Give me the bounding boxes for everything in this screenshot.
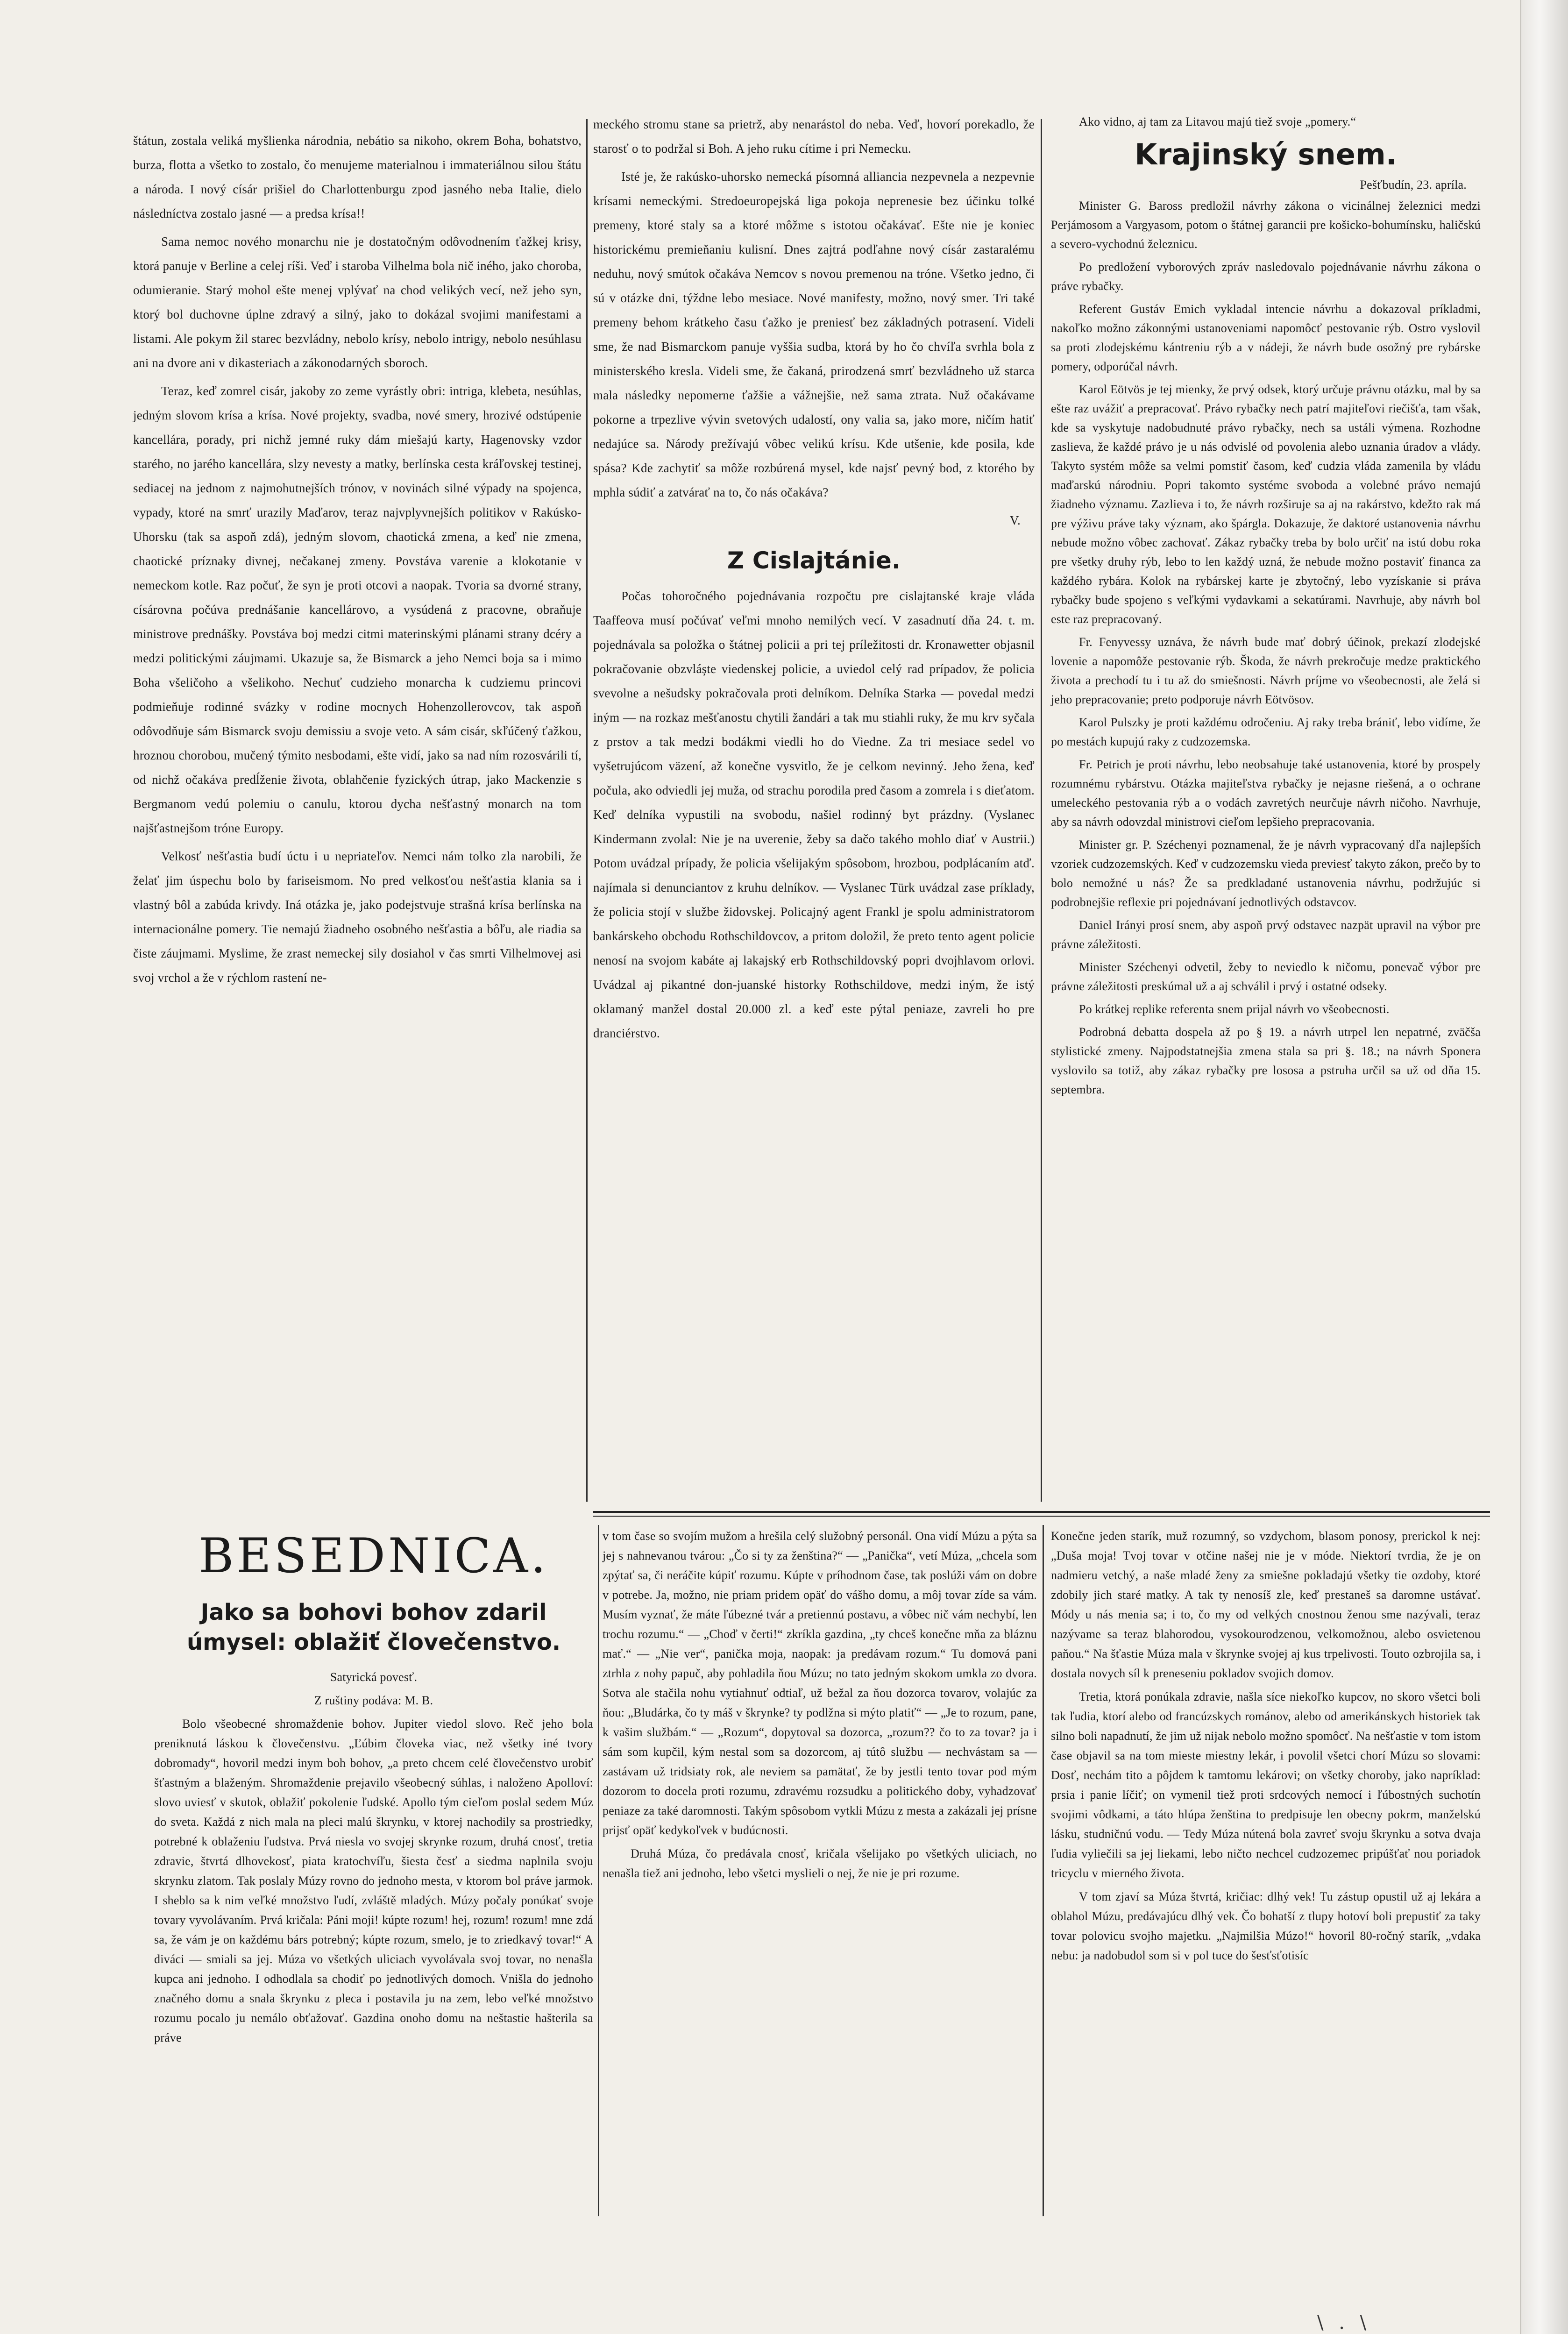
paragraph: Po predložení vyborových zpráv nasledovalo pojednávanie návrhu zákona o práve rybačky. [1051, 260, 1481, 293]
paragraph: Tretia, ktorá ponúkala zdravie, našla síce niekoľko kupcov, no skoro všetci boli tak ľudia, ktorí alebo od francúzskych románov, alebo od amerikánskych historiek tak silno boli napadnutí, že jim už nijak nebolo možno spomôcť. Na nešťastie v tom istom čase objavil sa na tom mieste miestny lekár, i povolil všetci chorí Múzu so slovami: Dosť, nechám tito a pôjdem k tamtomu lekárovi; on všetky choroby, jako napríklad: prsia i panie líčiť; on vymenil tiež proti srdcových nemocí i ľúbostných suchotín svojimi vôdkami, a táto hlúpa ženština to predpisuje len obecny pokrm, manželskú lásku, studničnú vodu. — Tedy Múza nútená bola zavreť svoju škrynku a sotva dvaja ľudia vyliečili sa jej liekami, lebo ničto nechcel cudzozemec pripúšťať nou poriadok tricyclu v mierného života. [1051, 1690, 1481, 1880]
section-divider [593, 1511, 1490, 1513]
paragraph: V tom zjaví sa Múza štvrtá, kričiac: dlhý vek! Tu zástup opustil už aj lekára a oblahol Múzu, predávajúcu dlhý vek. Čo bohatší z tlupy hotoví boli prepustiť za taky tovar polovicu svojho majetku. „Najmilšia Múzo!“ hovoril 80-ročný starík, „vdaka nebu: ja nadobudol som si v pol tuce do šesťsťotisíc [1051, 1890, 1481, 1962]
dateline: Pešťbudín, 23. apríla. [1360, 178, 1467, 192]
feuilleton-title: BESEDNICA. [199, 1528, 549, 1584]
besednica-column-2 [603, 1526, 1037, 1887]
paragraph: v tom čase so svojím mužom a hrešila celý služobný personál. Ona vidí Múzu a pýta sa jej s nahnevanou tvárou: „Čo si ty za ženština?“ — „Panička“, vetí Múza, „chcela som zpýtať sa, či neráčite kúpiť rozumu. Kúpte v príhodnom čase, tak poslúži vám on dobre v potrebe. Ja, možno, nie priam pridem opäť do vášho domu, a môj tovar zíde sa vám. Musím vyznať, že máte ľúbezné tvár a pretiennú postavu, a vôbec nič vám nechybí, len trochu rozumu.“ — „Choď v čerti!“ zkríkla gazdina, „ty chceš konečne mňa za bláznu mať.“ — „Nie ver“, panička moja, naopak: ja predávam rozum.“ Tu domová pani ztrhla z nohy papuč, aby pohladila ňou Múzu; no tato jedným skokom umkla zo dvora. Sotva ale stačila nohu vytiahnuť odtiaľ, už bežal za ňou dozorca tovarov, volajúc za ňou: „Bludárka, čo ty máš v škrynke? ty podlžna si mýto platiť“ — „Je to rozum, pane, k vašim službám.“ — „Rozum“, dopytoval sa dozorca, „rozum?? čo to za tovar? ja i sám som kupčil, kým nestal som sa dozorcom, aj tútô službu — nechvástam sa — zastávam už tridsiaty rok, ale neviem sa pamätať, že by jestli tento tovar pod mým dozorom to docela proti rozumu, zdravému rozsudku a politického doby, vyhadzovať peniaze za také daromnosti. Takým spôsobom vytkli Múzu z mesta a zakázali jej prísne prijsť opäť kedykoľvek v budúcnosti. [603, 1529, 1037, 1837]
section-divider [593, 1516, 1490, 1517]
paragraph: Podrobná debatta dospela až po § 19. a návrh utrpel len nepatrné, zväčša stylistické zmeny. Najpodstatnejšia zmena stala sa pri §. 18.; na návrh Sponera vyslovilo sa totiž, aby zákaz rybačky pre lososa a pstruha určil sa už od dňa 15. septembra. [1051, 1025, 1481, 1096]
besednica-column-3 [1051, 1526, 1481, 1969]
besednica-column-1 [154, 1667, 593, 2051]
story-title: Jako sa bohovi bohov zdaril úmysel: oblažiť človečenstvo. [186, 1599, 561, 1655]
column-divider [1043, 1525, 1044, 2216]
paragraph: Sama nemoc nového monarchu nie je dostatočným odôvodnením ťažkej krisy, ktorá panuje v Berline a celej ríši. Veď i staroba Vilhelma bola nič iného, jako choroba, odumieranie. Starý mohol ešte menej vplývať na chod velikých vecí, než jeho syn, ktorý bol duchovne úplne zdravý a silný, jako to dokázal svojimi manifestami a listami. Ale pokym žil starec bezvládny, nebolo krísy, nebolo intrigy, nebolo nesúhlasu ani na dvore ani v dikasteriach a zákonodarných sboroch. [133, 234, 582, 370]
paragraph: Karol Eötvös je tej mienky, že prvý odsek, ktorý určuje právnu otázku, mal by sa ešte raz uvážiť a prepracovať. Právo rybačky nech patrí majiteľovi riečišťa, tam však, kde sa vyskytuje nadobudnuté právo rybačky, nech sa ustáli výmena. Rozhodne zaslieva, že každé právo je u nás odvislé od povolenia alebo uznania úradov a vlády. Takyto systém môže sa velmi pomstiť časom, keď cudzia vláda zamenila by vládu maďarskú národniu. Popri takomto systéme svoboda a volebné právo nemajú žiadneho významu. Zazlieva i to, že návrh rozširuje sa aj na rakárstvo, kdežto rak má pre výživu práve taky význam, ako špárgla. Dokazuje, že daktoré ustanovenia návrhu nebude možno vôbec zachovať. Zákaz rybačky treba by bolo určiť na istú dobu roka pre všetky druhy rýb, lebo to len každý uzná, že nebude možno postaviť financa za každého rybára. Kolok na rybárskej karte je zbytočný, lebo vyzískanie si práva rybačky bude spojeno s veľkými vydavkami a sekatúrami. Navrhuje, aby návrh bol este raz prepracovaný. [1051, 383, 1481, 626]
column-divider [598, 1525, 599, 2216]
paragraph: Minister Széchenyi odvetil, žeby to neviedlo k ničomu, ponevač výbor pre právne záležitosti preskúmal už a aj schválil i prvý i ostatné odseky. [1051, 960, 1481, 993]
margin-marks: \ . \ [1317, 2312, 1371, 2334]
paragraph: Bolo všeobecné shromaždenie bohov. Jupiter viedol slovo. Reč jeho bola preniknutá láskou k človečenstvu. „Ľúbim človeka viac, než všetky iné tvory dobromady“, hovoril medzi inym boh bohov, „a preto chcem celé človečenstvo urobiť šťastným a blaženým. Shromaždenie prejavilo všeobecný súhlas, i naloženo Apolloví: slovo uviesť v skutok, oblažiť pokolenie ľudské. Apollo tým cieľom poslal sedem Múz do sveta. Každá z nich mala na pleci malú škrynku, v ktorej nachodily sa prostriedky, potrebné k oblaženiu ľudstva. Prvá niesla vo svojej skrynke rozum, druhá cnosť, tretia zdravie, štvrtá dlhovekosť, piata kratochvíľu, šiesta česť a siedma naplnila svoju skrynku zlatom. Tak poslaly Múzy rovno do jednoho mesta, v ktorom bol práve jarmok. I sheblo sa k nim veľké množstvo ľudí, zvláště mladých. Múzy počaly ponúkať svoje tovary vyvolávaním. Prvá kričala: Páni moji! kúpte rozum! hej, rozum! rozum! mne zdá sa, že vám je on každému bárs potrebný; kúpte rozum, smelo, je to zriedkavý tovar!“ A diváci — smiali sa jej. Múza vo všetkých uliciach vyvolávala svoj tovar, no nenašla kupca ani jednoho. I odhodlala sa chodiť po jednotlivých domoch. Vnišla do jednoho značného domu a snala škrynku z pleca i postavila ju na zem, lebo veľké množstvo rozumu pocalo ju nemálo obťažovať. Gazdina onoho domu na neštastie hašterila sa práve [154, 1717, 593, 2044]
politics-column-3 [1051, 112, 1481, 1103]
paragraph: Fr. Fenyvessy uznáva, že návrh bude mať dobrý účinok, prekazí zlodejské lovenie a napomôže pestovanie rýb. Škoda, že návrh prekročuje medze praktického života a prechodí tu i tu až do smiešnosti. Návrh príjme vo všeobecnosti, ale želá si jeho prepracovanie; preto podporuje návrh Eötvösov. [1051, 635, 1481, 706]
politics-column-2 [593, 112, 1035, 1049]
story-subtitle: Satyrická povesť. [330, 1670, 418, 1684]
paragraph: Karol Pulszky je proti každému odročeniu. Aj raky treba brániť, lebo vidíme, že po mestách kupujú raky z cudzozemska. [1051, 716, 1481, 748]
paragraph: Referent Gustáv Emich vykladal intencie návrhu a dokazoval príkladmi, nakoľko možno zákonnými ustanoveniami napomôcť pestovanie rýb. Ostro vyslovil sa proti zlodejskému kántreniu rýb a v nádeji, že návrh bude osožný pre rybárske pomery, odporúčal návrh. [1051, 302, 1481, 373]
paragraph: Počas tohoročného pojednávania rozpočtu pre cislajtanské kraje vláda Taaffeova musí počúvať veľmi mnoho nemilých vecí. V zasadnutí dňa 24. t. m. pojednávala sa položka o štátnej policii a pri tej príležitosti dr. Kronawetter objasnil pokračovanie obzvláște viedenskej policie, a uviedol celý rad prípadov, že policia svevolne a nešudsky pokračovala proti delníkom. Delníka Starka — povedal medzi iným — na rozkaz mešťanostu chytili žandári a tak mu stiahli ruky, že mu krv syčala z prstov a tak medzi bodákmi viedli ho do Viedne. Za tri mesiace sedel vo vyšetrujúcom väzení, až konečne vysvitlo, že je celkom nevinný. Jeho žena, keď počula, ako odviedli jej muža, od strachu porodila pred časom a zomrela i s dieťatom. Keď delníka vypustili na svobodu, našiel rodinný byt prázdny. (Vyslanec Kindermann zvolal: Nie je na uverenie, žeby sa dačo takého mohlo diať v Austrii.) Potom uvádzal prípady, že policia všelijakým spôsobom, hrozbou, podplácaním atď. najímala si denunciantov z kruhu delníkov. — Vyslanec Türk uvádzal zase príklady, že policia stojí v službe židovskej. Policajný agent Frankl je spolu administratorom bankárskeho obchodu Rothschildovcov, a pritom doložil, že preto tento agent policie nenosí na svojom kabáte aj lakajský erb Rothschildovský popri dvojhlavom orlovi. Uvádzal aj pikantné don-juanské historky Rothschildove, medzi iným, že istý oklamaný manžel dostal 20.000 zl. a keď este pýtal peniaze, zavreli ho pre dranciérstvo. [593, 589, 1035, 1040]
paragraph: Konečne jeden starík, muž rozumný, so vzdychom, blasom ponosy, prerickol k nej: „Duša moja! Tvoj tovar v otčine našej nie je v móde. Niektorí tvrdia, že je on nadmieru vetchý, a naše mladé ženy za smiešne pokladajú všetky tie ozdoby, ktoré zdobily jich staré matky. A tak ty nenosíš zle, keď prestaneš sa daromne ustávať. Módy u nás menia sa; i to, čo my od velkých cnostnou ženou sme nazývali, teraz nazývame sa teraz blahorodou, vysokourodzenou, velkomožnou, alebo osvietenou paňou.“ Na šťastie Múza mala v škrynke svojej aj kus trpelivosti. Touto ozbrojila sa, i dostala novych síl k preneseniu pokladov svojich domov. [1051, 1529, 1481, 1680]
paragraph: Minister G. Baross predložil návrhy zákona o vicinálnej železnici medzi Perjámosom a Vargyasom, potom o štátnej garancii pre košicko-bohumínsku, haličskú a severo-vychodnú železnicu. [1051, 199, 1481, 251]
section-heading-krajinsky-snem: Krajinský snem. [1135, 137, 1397, 171]
paragraph: meckého stromu stane sa prietrž, aby nenarástol do neba. Veď, hovorí porekadlo, že starosť o to podržal si Boh. A jeho ruku cítime i pri Nemecku. [593, 117, 1035, 156]
author-signature: V. [1009, 513, 1021, 527]
paragraph: štátun, zostala veliká myšlienka národnia, nebátio sa nikoho, okrem Boha, bohatstvo, burza, flotta a všetko to zostalo, čo menujeme materialnou i immateriálnou silou štátu a národa. I nový císár prišiel do Charlottenburgu zpod jasného neba Italie, dielo následníctva zostalo jasné — a predsa krísa!! [133, 134, 582, 220]
politics-column-1 [133, 128, 582, 993]
paragraph: Po krátkej replike referenta snem prijal návrh vo všeobecnosti. [1079, 1002, 1390, 1016]
page-edge [1520, 0, 1568, 2334]
column-divider [1041, 119, 1042, 1502]
paragraph: Teraz, keď zomrel cisár, jakoby zo zeme vyrástly obri: intriga, klebeta, nesúhlas, jedným slovom krísa a krísa. Nové projekty, svadba, nové smery, hrozivé odstúpenie kancellára, porady, pri nichž jemné ruky dám miešajú karty, Hagenovsky vzdor starého, no jarého kancellára, slzy nevesty a matky, berlínska cesta kráľovskej testinej, sediacej na jednom z najmohutnejších trónov, v novinách silné výpady na spojenca, vypady, ktoré na smrť urazily Maďarov, teraz najvplyvnejších politikov v Rakúsko-Uhorsku (tak sa aspoň zdá), jedným slovom, chaotická zmena, a keď nie zmena, chaotické príznaky divnej, nečakanej zmeny. Povstáva varenie a klokotanie v nemeckom kotle. Raz počuť, že syn je proti otcovi a naopak. Tvoria sa dvorné strany, císárovna počúva prednášanie kancellárovo, a vysúdená z pracovne, obraňuje ministrove prednášky. Povstáva boj medzi citmi materinskými plánami strany dcéry a medzi politickými záujmami. Ukazuje sa, že Bismarck a jeho Nemci boja sa i mimo Boha všeličoho a všelikoho. Nechuť cudzieho monarcha k cudziemu princovi podmieňuje rodinné svázky v rodine mocnych Hohenzollerovcov, tak aspoň odôvodňuje sám Bismarck svoju demissiu a svoje veto. A sám cisár, skľúčený ťažkou, hroznou chorobou, mučený týmito nesbodami, ešte vidí, jako sa nad ním rozosvárili tí, od nichž očakáva predĺženie života, oblahčenie fyzických útrap, jako Mackenzie s Bergmanom vedú polemiu o canulu, ktorou dycha nešťastný monarch na tom najšťastnejšom tróne Europy. [133, 384, 582, 835]
paragraph: Druhá Múza, čo predávala cnosť, kričala všelijako po všetkých uliciach, no nenašla tiež ani jednoho, lebo všetci myslieli o nej, že nie je pri rozume. [603, 1847, 1037, 1880]
paragraph: Daniel Irányi prosí snem, aby aspoň prvý odstavec nazpät upravil na výbor pre právne záležitosti. [1051, 918, 1481, 951]
paragraph: Isté je, že rakúsko-uhorsko nemecká písomná alliancia nezpevnela a nezpevnie krísami nemeckými. Stredoeuropejská liga pokoja neprenesie bez účinku tolké premeny, ktoré staly sa a ktoré môžme s istotou očakávať. Ešte nie je koniec historickému premieňaniu kulisní. Dnes zajtrá podľahne nový císár zastaralému neduhu, nový smútok očakáva Nemcov s novou premenou na tróne. Všetko jedno, či sú v otázke dni, týždne lebo mesiace. Nové manifesty, možno, nový smer. Tri také premeny behom krátkeho času ťažko je preniesť bez základných potrasení. Videli sme, že nad Bismarckom panuje vyššia sudba, ktorá by ho čo chvíľa svrhla bola z ministerského kresla. Videli sme, že čakaná, prirodzená smrť bezvládneho už starca mala následky nepomerne ťažšie a vážnejšie, než sama ztrata. Nuž očakávame pokorne a trpezlive vývin svetových udalostí, ony valia sa, jako more, ničím hatiť nedajúce sa. Národy prežívajú vôbec velikú krísu. Kde utšenie, kde posila, kde spása? Kde zachytiť sa môže rozbúrená mysel, kde najsť pevný bod, z ktorého by mphla súdiť a zatvárať na to, čo nás očakáva? [593, 170, 1035, 499]
paragraph: Ako vidno, aj tam za Litavou majú tiež svoje „pomery.“ [1079, 115, 1356, 128]
section-heading-cislajtania: Z Cislajtánie. [727, 547, 901, 574]
paragraph: Minister gr. P. Széchenyi poznamenal, že je návrh vypracovaný dľa najlepších vzoriek cudzozemských. Keď v cudzozemsku vieda previesť takyto zákon, prečo by to bolo nemožné u nás? Že sa predkladané ustanovenia návrhu, podržujúc si podrobnejšie reflexie pri pojednávaní jednotlivých odstavcov. [1051, 838, 1481, 909]
column-divider [586, 119, 588, 1502]
story-translator: Z ruštiny podáva: M. B. [314, 1694, 433, 1707]
paragraph: Velkosť nešťastia budí úctu i u nepriateľov. Nemci nám tolko zla narobili, že želať jim úspechu bolo by fariseismom. No pred velkosťou nešťastia klania sa i vlastný bôl a zabúda krivdy. Iná otázka je, jako podejstvuje strašná krísa berlínska na internacionálne pomery. Tie nemajú žiadneho osobného nešťastia a bôľu, ale riadia sa čiste záujmami. Myslime, že zrast nemeckej sily dosiahol v čas smrti Vilhelmovej asi svoj vrchol a že v rýchlom rastení ne- [133, 849, 582, 985]
paragraph: Fr. Petrich je proti návrhu, lebo neobsahuje také ustanovenia, ktoré by prospely rozumnému rybárstvu. Otázka majiteľstva rybačky je nejasne riešená, a o ochrane umeleckého pestovania rýb a o vodách zavretých neurčuje návrh ničoho. Navrhuje, aby sa návrh odovzdal ministrovi cieľom lepšieho prepracovania. [1051, 758, 1481, 829]
